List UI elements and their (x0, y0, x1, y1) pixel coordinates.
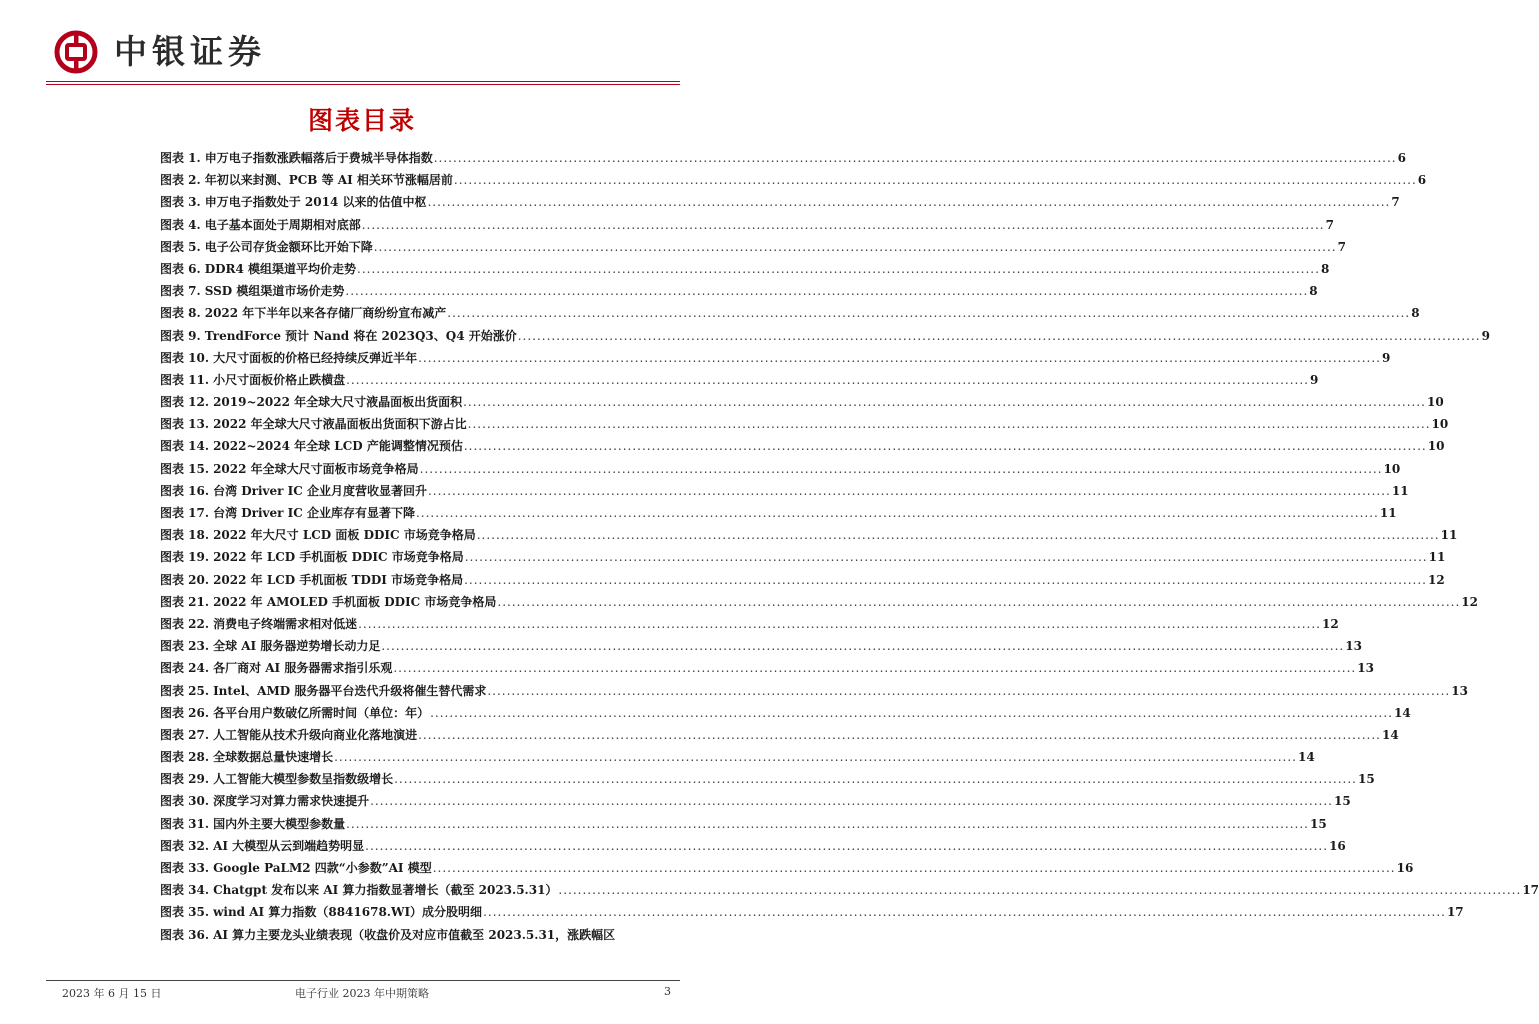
toc-entry-title: 2022 年全球大尺寸面板市场竞争格局 (213, 461, 419, 476)
bank-of-china-logo-icon (54, 30, 98, 74)
toc-entry[interactable] (160, 347, 1391, 369)
toc-leader-dots: ........................................................................................................................................................................................................ (361, 217, 1325, 232)
toc-entry-label: 图表 24. (160, 661, 210, 676)
toc-entry-title: 2022 年大尺寸 LCD 面板 DDIC 市场竞争格局 (213, 528, 476, 543)
toc-entry[interactable] (160, 147, 1406, 169)
toc-entry-label: 图表 25. (160, 683, 210, 698)
toc-entry-label: 图表 14. (160, 439, 210, 454)
toc-leader-dots: ........................................................................................................................................................................................................ (447, 306, 1411, 321)
toc-entry-title: 申万电子指数涨跌幅落后于费城半导体指数 (204, 151, 433, 165)
toc-entry[interactable] (160, 680, 1468, 702)
toc-entry-page: 9 (1381, 350, 1391, 365)
toc-entry-page: 10 (1383, 461, 1401, 476)
toc-entry-label: 图表 36. (160, 927, 210, 942)
toc-entry-page: 13 (1357, 661, 1374, 676)
toc-entry-title: AI 算力主要龙头业绩表现（收盘价及对应市值截至 2023.5.31，涨跌幅区 (213, 927, 616, 942)
toc-entry[interactable] (160, 879, 1539, 901)
toc-leader-dots: ........................................................................................................................................................................................................ (370, 794, 1333, 809)
toc-entry-title: 深度学习对算力需求快速提升 (213, 794, 370, 809)
toc-leader-dots: ........................................................................................................................................................................................................ (346, 372, 1309, 387)
toc-leader-dots: ........................................................................................................................................................................................................ (334, 750, 1297, 765)
toc-entry-title: AI 大模型从云到端趋势明显 (213, 838, 365, 853)
toc-entry-page: 12 (1461, 594, 1478, 609)
toc-entry-page: 17 (1446, 905, 1464, 920)
toc-entry-page: 7 (1337, 239, 1346, 254)
toc-entry[interactable] (160, 924, 682, 946)
toc-entry[interactable] (160, 635, 1362, 657)
toc-entry[interactable] (160, 302, 1420, 324)
toc-entry-title: 各平台用户数破亿所需时间（单位：年） (213, 705, 430, 720)
toc-entry-label: 图表 27. (160, 727, 210, 742)
toc-leader-dots: ........................................................................................................................................................................................................ (487, 683, 1451, 698)
toc-entry[interactable] (160, 258, 1330, 280)
toc-leader-dots: ........................................................................................................................................................................................................ (345, 284, 1309, 299)
toc-entry-label: 图表 20. (160, 572, 210, 587)
toc-leader-dots: ........................................................................................................................................................................................................ (517, 328, 1481, 343)
toc-entry-title: 电子公司存货金额环比开始下降 (204, 239, 373, 254)
toc-entry-page: 11 (1391, 483, 1409, 498)
toc-entry-title: 2022 年 LCD 手机面板 DDIC 市场竞争格局 (213, 550, 464, 565)
toc-entry-label: 图表 12. (160, 395, 210, 410)
toc-entry-title: 消费电子终端需求相对低迷 (213, 616, 358, 631)
toc-entry-label: 图表 8. (160, 306, 201, 321)
toc-entry-title: 全球数据总量快速增长 (213, 750, 334, 765)
toc-entry[interactable] (160, 702, 1411, 724)
toc-entry[interactable] (160, 901, 1464, 923)
toc-entry[interactable] (160, 435, 1445, 457)
toc-entry[interactable] (160, 280, 1318, 302)
toc-entry-title: DDR4 模组渠道平均价走势 (204, 261, 357, 276)
toc-entry-label: 图表 16. (160, 483, 210, 498)
toc-entry-label: 图表 21. (160, 594, 210, 609)
toc-entry-label: 图表 22. (160, 616, 210, 631)
toc-entry[interactable] (160, 768, 1375, 790)
toc-leader-dots: ........................................................................................................................................................................................................ (381, 639, 1345, 654)
toc-entry-label: 图表 29. (160, 772, 210, 787)
toc-entry-page: 6 (1397, 151, 1406, 165)
toc-leader-dots: ........................................................................................................................................................................................................ (427, 195, 1391, 210)
toc-entry-page: 14 (1297, 750, 1315, 765)
toc-leader-dots: ........................................................................................................................................................................................................ (558, 883, 1522, 898)
toc-entry-label: 图表 18. (160, 528, 210, 543)
toc-entry-page: 7 (1325, 217, 1334, 232)
toc-entry[interactable] (160, 813, 1327, 835)
toc-entry[interactable] (160, 325, 1490, 347)
toc-entry-page: 8 (1411, 306, 1420, 321)
toc-entry-label: 图表 30. (160, 794, 210, 809)
toc-entry-page: 9 (1481, 328, 1490, 343)
toc-entry[interactable] (160, 569, 1445, 591)
footer-divider (46, 980, 680, 981)
toc-leader-dots: ........................................................................................................................................................................................................ (464, 572, 1427, 587)
toc-entry-page: 6 (1417, 173, 1427, 188)
toc-entry[interactable] (160, 857, 1414, 879)
page-title: 图表目录 (307, 106, 416, 135)
toc-entry[interactable] (160, 546, 1446, 568)
toc-entry-title: 全球 AI 服务器逆势增长动力足 (213, 639, 381, 654)
toc-entry-title: 年初以来封测、PCB 等 AI 相关环节涨幅居前 (204, 173, 453, 188)
toc-entry-label: 图表 5. (160, 239, 201, 254)
toc-entry-label: 图表 9. (160, 328, 201, 343)
toc-entry-title: 2022 年全球大尺寸液晶面板出货面积下游占比 (213, 417, 467, 432)
toc-entry-title: Intel、AMD 服务器平台迭代升级将催生替代需求 (213, 683, 487, 698)
toc-entry[interactable] (160, 524, 1458, 546)
toc-leader-dots: ........................................................................................................................................................................................................ (373, 239, 1337, 254)
toc-leader-dots: ........................................................................................................................................................................................................ (419, 461, 1383, 476)
toc-leader-dots: ........................................................................................................................................................................................................ (393, 661, 1357, 676)
toc-leader-dots: ........................................................................................................................................................................................................ (432, 861, 1396, 875)
toc-entry[interactable] (160, 169, 1427, 191)
toc-entry-title: 电子基本面处于周期相对底部 (204, 217, 361, 232)
toc-entry-page: 11 (1428, 550, 1446, 565)
toc-entry-title: 国内外主要大模型参数量 (213, 816, 346, 831)
toc-leader-dots: ........................................................................................................................................................................................................ (394, 772, 1357, 787)
toc-entry-page: 13 (1451, 683, 1468, 698)
header-divider (46, 81, 680, 82)
toc-leader-dots: ........................................................................................................................................................................................................ (346, 816, 1309, 831)
toc-entry-label: 图表 7. (160, 284, 201, 299)
toc-entry[interactable] (160, 214, 1334, 236)
toc-entry[interactable] (160, 724, 1399, 746)
toc-entry[interactable] (160, 413, 1449, 435)
toc-entry-label: 图表 33. (160, 861, 210, 875)
toc-entry-page: 17 (1522, 883, 1539, 898)
brand-name: 中银证券 (114, 32, 266, 71)
toc-entry-title: TrendForce 预计 Nand 将在 2023Q3、Q4 开始涨价 (204, 328, 517, 343)
toc-leader-dots: ........................................................................................................................................................................................................ (358, 616, 1321, 631)
toc-entry-page: 15 (1333, 794, 1351, 809)
toc-leader-dots: ........................................................................................................................................................................................................ (476, 528, 1440, 543)
toc-entry[interactable] (160, 835, 1346, 857)
toc-leader-dots: ........................................................................................................................................................................................................ (463, 395, 1426, 410)
toc-leader-dots: ........................................................................................................................................................................................................ (464, 550, 1428, 565)
toc-leader-dots: ........................................................................................................................................................................................................ (430, 705, 1393, 720)
toc-entry-title: wind AI 算力指数（8841678.WI）成分股明细 (213, 905, 483, 920)
toc-leader-dots: ........................................................................................................................................................................................................ (463, 439, 1427, 454)
toc-entry-title: 2022 年 AMOLED 手机面板 DDIC 市场竞争格局 (213, 594, 497, 609)
toc-entry-label: 图表 23. (160, 639, 210, 654)
toc-entry-label: 图表 34. (160, 883, 210, 898)
toc-entry-title: 2022~2024 年全球 LCD 产能调整情况预估 (213, 439, 463, 454)
toc-entry-label: 图表 19. (160, 550, 210, 565)
toc-entry[interactable] (160, 480, 1409, 502)
toc-entry-page: 8 (1309, 284, 1318, 299)
toc-entry-title: 人工智能大模型参数呈指数级增长 (213, 772, 394, 787)
toc-entry-page: 7 (1391, 195, 1400, 210)
toc-entry-title: 2022 年 LCD 手机面板 TDDI 市场竞争格局 (213, 572, 464, 587)
toc-entry-page: 14 (1381, 727, 1399, 742)
toc-entry-title: 2019~2022 年全球大尺寸液晶面板出货面积 (213, 395, 463, 410)
toc-entry[interactable] (160, 369, 1319, 391)
toc-entry-label: 图表 28. (160, 750, 210, 765)
toc-entry-title: 大尺寸面板的价格已经持续反弹近半年 (213, 350, 418, 365)
footer-document-title: 电子行业 2023 年中期策略 (295, 987, 429, 1000)
toc-entry-label: 图表 4. (160, 217, 201, 232)
toc-entry-page: 12 (1428, 572, 1445, 587)
toc-entry-page: 10 (1427, 439, 1445, 454)
toc-entry[interactable] (160, 458, 1401, 480)
toc-entry-page: 15 (1357, 772, 1375, 787)
toc-leader-dots: ........................................................................................................................................................................................................ (483, 905, 1446, 920)
toc-entry[interactable] (160, 746, 1315, 768)
footer-date: 2023 年 6 月 15 日 (62, 987, 162, 1000)
toc-leader-dots: ........................................................................................................................................................................................................ (433, 151, 1397, 165)
toc-entry-label: 图表 6. (160, 261, 201, 276)
toc-entry-page: 10 (1426, 395, 1444, 410)
toc-leader-dots: ........................................................................................................................................................................................................ (418, 727, 1381, 742)
toc-leader-dots: ........................................................................................................................................................................................................ (365, 838, 1329, 853)
toc-entry-label: 图表 32. (160, 838, 210, 853)
toc-entry-label: 图表 13. (160, 417, 210, 432)
footer-page-number: 3 (664, 985, 671, 998)
toc-entry-title: 2022 年下半年以来各存储厂商纷纷宣布减产 (204, 306, 447, 321)
toc-entry-label: 图表 17. (160, 506, 210, 520)
toc-entry-title: Google PaLM2 四款“小参数”AI 模型 (213, 861, 432, 875)
toc-entry-title: 申万电子指数处于 2014 以来的估值中枢 (204, 195, 427, 210)
toc-entry-page: 10 (1431, 417, 1449, 432)
toc-entry-title: 台湾 Driver IC 企业库存有显著下降 (213, 506, 415, 520)
toc-entry-title: 各厂商对 AI 服务器需求指引乐观 (213, 661, 393, 676)
toc-entry[interactable] (160, 236, 1346, 258)
toc-entry-page: 11 (1440, 528, 1458, 543)
toc-leader-dots: ........................................................................................................................................................................................................ (427, 483, 1391, 498)
toc-entry-page: 9 (1309, 372, 1319, 387)
page-header (46, 28, 686, 88)
toc-entry-label: 图表 10. (160, 350, 210, 365)
toc-entry-page: 15 (1309, 816, 1327, 831)
toc-leader-dots: ........................................................................................................................................................................................................ (453, 173, 1417, 188)
toc-entry-label: 图表 31. (160, 816, 210, 831)
toc-entry-page: 11 (1379, 506, 1397, 520)
toc-entry[interactable] (160, 657, 1374, 679)
toc-leader-dots: ........................................................................................................................................................................................................ (467, 417, 1431, 432)
toc-entry-title: SSD 模组渠道市场价走势 (204, 284, 345, 299)
toc-entry[interactable] (160, 613, 1339, 635)
toc-entry-page: 14 (1393, 705, 1411, 720)
toc-entry-label: 图表 11. (160, 372, 210, 387)
toc-entry-label: 图表 2. (160, 173, 201, 188)
toc-leader-dots: ........................................................................................................................................................................................................ (415, 506, 1379, 520)
toc-entry-page: 13 (1345, 639, 1362, 654)
toc-entry-label: 图表 15. (160, 461, 210, 476)
toc-entry[interactable] (160, 191, 1400, 213)
toc-entry[interactable] (160, 790, 1351, 812)
toc-leader-dots: ........................................................................................................................................................................................................ (357, 261, 1320, 276)
toc-entry[interactable] (160, 391, 1444, 413)
toc-entry-title: 人工智能从技术升级向商业化落地演进 (213, 727, 418, 742)
table-of-figures (160, 147, 1539, 946)
toc-entry[interactable] (160, 591, 1478, 613)
toc-entry-label: 图表 26. (160, 705, 210, 720)
toc-leader-dots: ........................................................................................................................................................................................................ (497, 594, 1461, 609)
header-divider-thin (46, 84, 680, 85)
toc-entry-page: 16 (1396, 861, 1414, 875)
toc-entry-title: 台湾 Driver IC 企业月度营收显著回升 (213, 483, 427, 498)
toc-entry[interactable] (160, 502, 1397, 524)
toc-entry-page: 12 (1321, 616, 1339, 631)
toc-entry-page: 8 (1320, 261, 1330, 276)
toc-entry-page: 16 (1329, 838, 1346, 853)
toc-entry-label: 图表 35. (160, 905, 210, 920)
toc-leader-dots: ........................................................................................................................................................................................................ (418, 350, 1381, 365)
toc-entry-title: 小尺寸面板价格止跌横盘 (213, 372, 346, 387)
toc-entry-label: 图表 3. (160, 195, 201, 210)
toc-entry-title: Chatgpt 发布以来 AI 算力指数显著增长（截至 2023.5.31） (213, 883, 558, 898)
toc-entry-label: 图表 1. (160, 151, 201, 165)
